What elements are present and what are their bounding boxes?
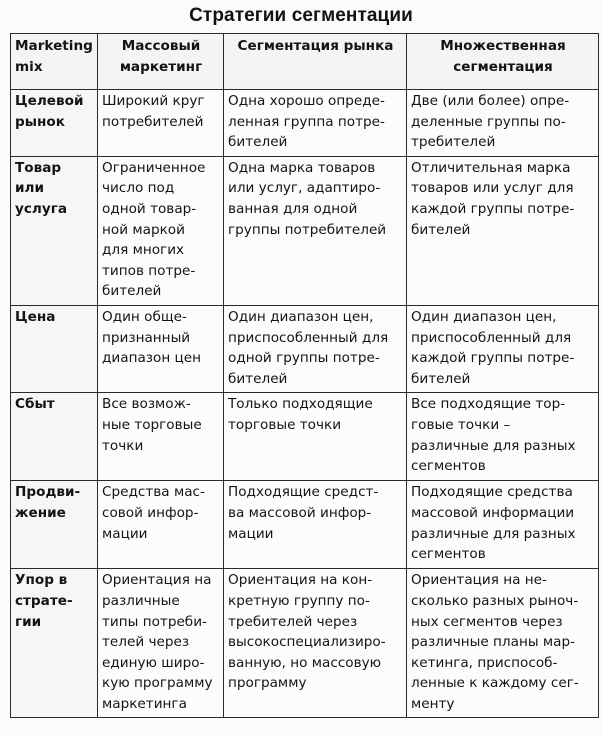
table-row-price [11,305,599,392]
table-cell: Одна хорошо опреде- ленная группа потре- бителей [224,90,407,157]
table-row-promotion [11,481,599,569]
table-cell: Ориентация на различные типы потреби- телей через единую широ- кую программу маркетинга [98,569,224,718]
table-row-strategy-focus [11,569,599,718]
row-label: Сбыт [11,393,98,481]
table-cell: Один диапазон цен, приспособленный для каждой группы потре- бителей [407,305,599,392]
segmentation-strategies-table [10,33,599,718]
table-cell: Ориентация на кон- кретную группу по- требителей через высокоспециализиро- ванную, но массовую программу [224,569,407,718]
table-cell: Один обще- признанный диапазон цен [98,305,224,392]
table-cell: Одна марка товаров или услуг, адаптиро- ванная для одной группы потребителей [224,156,407,305]
table-row-target-market [11,90,599,157]
row-label: Упор в страте- гии [11,569,98,718]
header-cell-marketing-mix: Marketing mix [11,34,98,90]
table-cell: Подходящие средст- ва массовой инфор- мации [224,481,407,569]
table-header-row [11,34,599,90]
table-cell: Только подходящие торговые точки [224,393,407,481]
table-cell: Ориентация на не- сколько разных рыноч- ных сегментов через различные планы мар- кетинга, приспособ- ленные к каждому сег- менту [407,569,599,718]
page-title: Стратегии сегментации [189,5,413,26]
table-cell: Все подходящие тор- говые точки – различные для разных сегментов [407,393,599,481]
row-label: Продви- жение [11,481,98,569]
header-cell-multiple-segmentation: Множественная сегментация [407,34,599,90]
table-cell: Средства мас- совой инфор- мации [98,481,224,569]
table-cell: Отличительная марка товаров или услуг для каждой группы потре- бителей [407,156,599,305]
table-row-product [11,156,599,305]
row-label: Целевой рынок [11,90,98,157]
table-row-distribution [11,393,599,481]
header-cell-mass-marketing: Массовый маркетинг [98,34,224,90]
table-cell: Широкий круг потребителей [98,90,224,157]
table-cell: Две (или более) опре- деленные группы по- требителей [407,90,599,157]
row-label: Цена [11,305,98,392]
table-cell: Один диапазон цен, приспособленный для одной группы потре- бителей [224,305,407,392]
table-cell: Ограниченное число под одной товар- ной маркой для многих типов потре- бителей [98,156,224,305]
header-cell-market-segmentation: Сегментация рынка [224,34,407,90]
row-label: Товар или услуга [11,156,98,305]
table-cell: Все возмож- ные торговые точки [98,393,224,481]
table-cell: Подходящие средства массовой информации различные для разных сегментов [407,481,599,569]
